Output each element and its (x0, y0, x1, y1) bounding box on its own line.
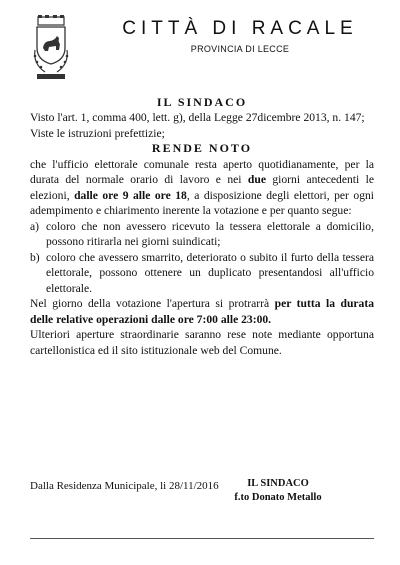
list-marker: a) (30, 219, 40, 233)
further-openings-paragraph: Ulteriori aperture straordinarie saranno rese note mediante opportuna cartellonistica ed il sito istituzionale web del Comune. (30, 328, 374, 357)
document-body (30, 110, 374, 358)
intro-paragraph (30, 157, 374, 219)
intro-text-2: giorni antecedenti le elezioni, (30, 173, 374, 202)
list-item (30, 219, 374, 250)
date-line: Dalla Residenza Municipale, li 28/11/2016 (30, 480, 219, 492)
list-item (30, 250, 374, 297)
rende-noto-heading: RENDE NOTO (151, 141, 253, 155)
municipal-crest-icon (29, 14, 73, 84)
intro-text-1: che l'ufficio elettorale comunale resta aperto quotidianamente, per la durata del normale orario di lavoro e nei (30, 157, 374, 186)
province-subtitle: PROVINCIA DI LECCE (190, 44, 290, 54)
list-marker: b) (30, 250, 40, 264)
list-item-text: coloro che avessero smarrito, deteriorato o subito il furto della tessera elettorale, possono ottenere un duplicato presentandosi all'ufficio elettorale. (46, 250, 374, 295)
voting-text: Nel giorno della votazione l'apertura si protrarrà (30, 297, 275, 310)
footer-divider (30, 538, 374, 539)
intro-bold-hours: dalle ore 9 alle ore 18 (74, 188, 187, 202)
signature-title: IL SINDACO (247, 478, 309, 489)
voting-day-paragraph (30, 296, 374, 327)
voting-bold-text: per tutta la durata delle relative operazioni dalle ore 7:00 alle 23:00. (30, 297, 374, 326)
list-item-text: coloro che non avessero ricevuto la tessera elettorale a domicilio, possono ritirarla nei giorni suindicati; (46, 219, 374, 248)
signature-name: f.to Donato Metallo (234, 492, 322, 503)
heading-sindaco: IL SINDACO (156, 95, 248, 109)
city-title: CITTÀ DI RACALE (122, 18, 358, 39)
visto-line-2: Viste le istruzioni prefettizie; (30, 126, 165, 140)
visto-line-1: Visto l'art. 1, comma 400, lett. g), della Legge 27dicembre 2013, n. 147; (30, 111, 365, 124)
intro-text-3: , a disposizione degli elettori, per ogni adempimento e chiarimento inerente la votazione e per quanto segue: (30, 188, 375, 217)
intro-bold-days: due (247, 173, 266, 186)
